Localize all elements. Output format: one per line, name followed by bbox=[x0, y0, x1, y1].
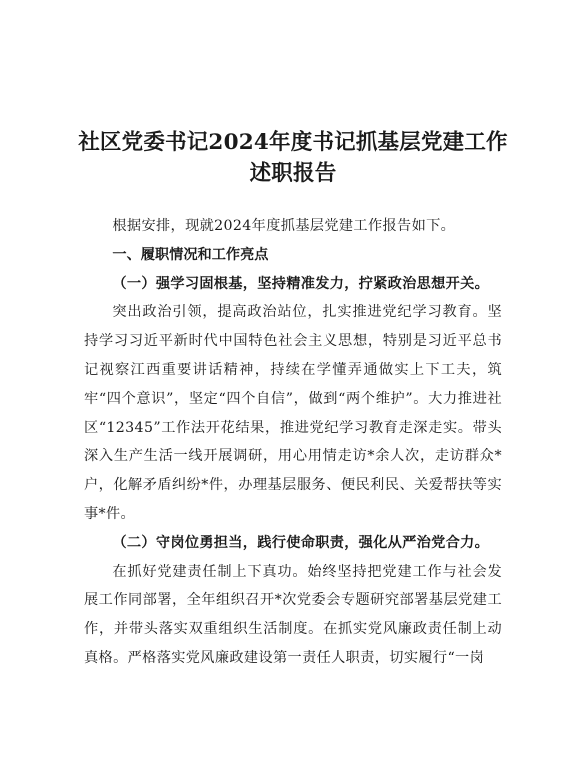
subsection-heading-1: （一）强学习固根基，坚持精准发力，拧紧政治思想开关。 bbox=[112, 275, 490, 292]
section-heading-1: 一、履职情况和工作亮点 bbox=[112, 246, 269, 263]
subsection-heading-2: （二）守岗位勇担当，践行使命职责，强化从严治党合力。 bbox=[112, 534, 490, 551]
subsection-paragraph-1: 突出政治引领，提高政治站位，扎实推进党纪学习教育。坚持学习习近平新时代中国特色社会主义思想，特别是习近平总书记视察江西重要讲话精神，持续在学懂弄通做实上下工夫，筑牢“四个意识”，坚定“四个自信”，做到“两个维护”。大力推进社区“12345”工作法开花结果，推进党纪学习教育走深走实。带头深入生产生活一线开展调研，用心用情走访*余人次，走访群众*户，化解矛盾纠纷*件，办理基层服务、便民利民、关爱帮扶等实事*件。 bbox=[84, 304, 502, 522]
document-body bbox=[84, 212, 502, 673]
subsection-paragraph-2: 在抓好党建责任制上下真功。始终坚持把党建工作与社会发展工作同部署，全年组织召开*次党委会专题研究部署基层党建工作，并带头落实双重组织生活制度。在抓实党风廉政责任制上动真格。严格落实党风廉政建设第一责任人职责，切实履行“一岗 bbox=[84, 563, 502, 666]
intro-paragraph: 根据安排，现就2024年度抓基层党建工作报告如下。 bbox=[112, 218, 456, 234]
document-title: 社区党委书记2024年度书记抓基层党建工作述职报告 bbox=[78, 130, 508, 186]
